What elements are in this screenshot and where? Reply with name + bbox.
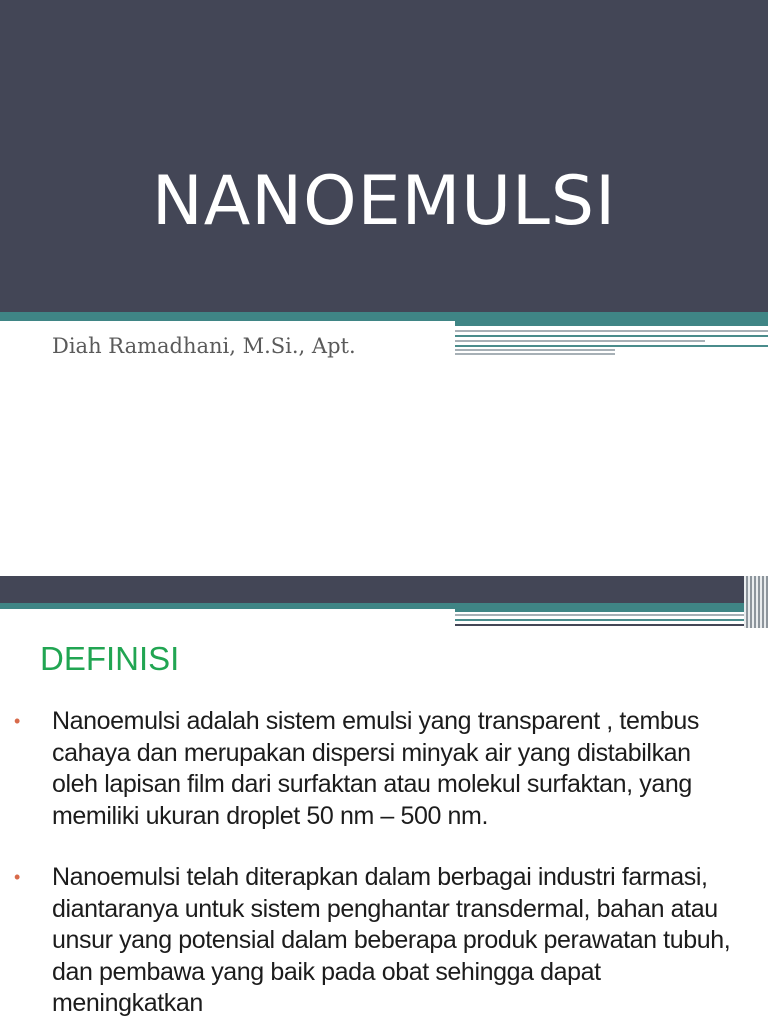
bullet-text: Nanoemulsi adalah sistem emulsi yang transparent , tembus cahaya dan merupakan dispersi minyak air yang distabilkan oleh lapisan film dari surfaktan atau molekul surfaktan, yang memiliki ukuran droplet 50 nm – 500 nm. [52,707,699,830]
stripe-line [455,353,615,355]
stripe-line [455,345,768,347]
slide-title: NANOEMULSI [151,162,617,241]
author-name: Diah Ramadhani, M.Si., Apt. [52,334,356,358]
slide-heading: DEFINISI [40,640,180,677]
vertical-stripes [744,576,768,628]
title-band [0,0,768,312]
header-band [0,576,768,603]
stripe-line [455,349,615,351]
content-slide [0,576,768,1024]
bullet-icon: • [14,867,21,887]
stripe-line [455,624,768,626]
stripe-line [455,335,768,337]
stripe-line [455,614,768,616]
stripe-line [455,340,705,342]
stripe-notch [0,321,455,327]
list-item [0,706,768,832]
stripe-line [455,619,768,621]
stripe-line [455,330,768,332]
bullet-list [0,706,768,1024]
stripe-notch [0,609,455,613]
bullet-text: Nanoemulsi telah diterapkan dalam berbagai industri farmasi, diantaranya untuk sistem penghantar transdermal, bahan atau unsur yang potensial dalam beberapa produk perawatan tubuh, dan pembawa yang baik pada obat sehingga dapat meningkatkan [52,863,731,1017]
list-item [0,862,768,1020]
bullet-icon: • [14,711,21,731]
